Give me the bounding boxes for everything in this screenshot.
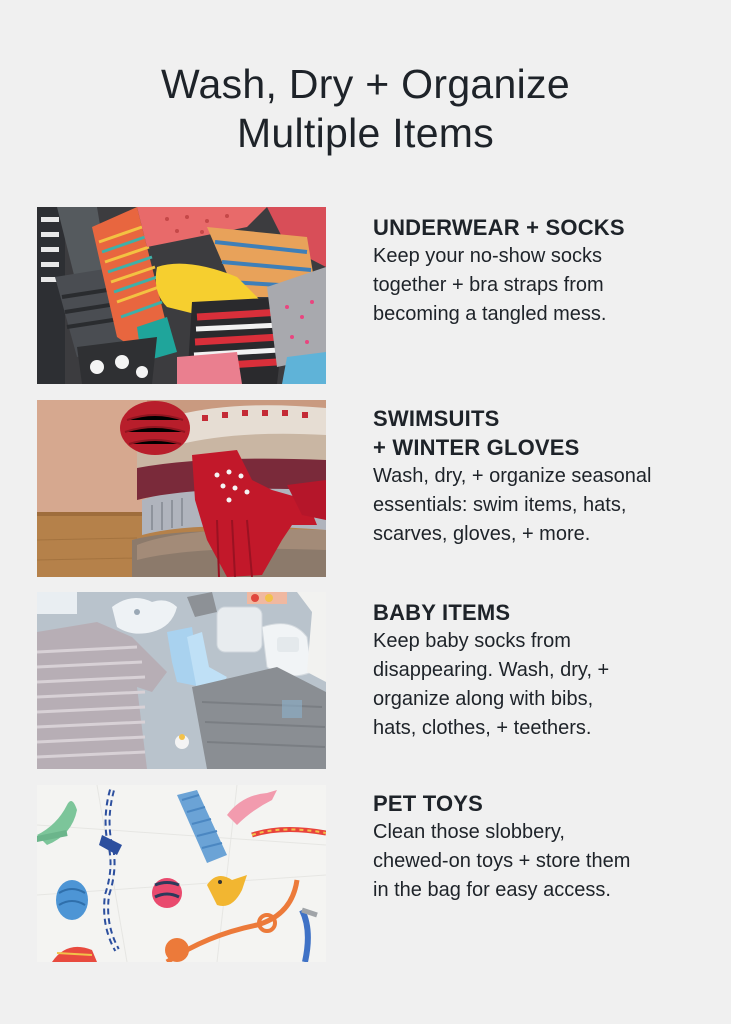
swimsuits-gloves-description xyxy=(373,462,713,549)
underwear-socks-heading xyxy=(373,213,713,242)
baby-items-description xyxy=(373,627,713,743)
page-title-line-1: Wash, Dry + Organize xyxy=(161,61,570,107)
heading-line: BABY ITEMS xyxy=(373,600,511,625)
baby-items-text xyxy=(373,598,713,743)
swimsuits-gloves-heading xyxy=(373,404,713,462)
description-line: Keep baby socks from xyxy=(373,630,571,652)
pet-toys-description xyxy=(373,818,713,905)
socks-photo xyxy=(37,207,326,384)
underwear-socks-description xyxy=(373,242,713,329)
description-line: Keep your no-show socks xyxy=(373,245,603,267)
description-line: becoming a tangled mess. xyxy=(373,303,607,325)
description-line: scarves, gloves, + more. xyxy=(373,523,591,545)
description-line: disappearing. Wash, dry, + xyxy=(373,659,610,681)
knitwear-photo xyxy=(37,400,326,577)
underwear-socks-text xyxy=(373,213,713,329)
heading-line: UNDERWEAR + SOCKS xyxy=(373,215,625,240)
description-line: Clean those slobbery, xyxy=(373,821,565,843)
baby-items-heading xyxy=(373,598,713,627)
heading-line: PET TOYS xyxy=(373,791,483,816)
description-line: chewed-on toys + store them xyxy=(373,850,631,872)
description-line: in the bag for easy access. xyxy=(373,879,611,901)
swimsuits-gloves-text xyxy=(373,404,713,549)
pet-toys-text xyxy=(373,789,713,905)
description-line: hats, clothes, + teethers. xyxy=(373,717,592,739)
page-title-line-2: Multiple Items xyxy=(236,110,495,156)
description-line: Wash, dry, + organize seasonal xyxy=(373,465,652,487)
heading-line: SWIMSUITS xyxy=(373,406,500,431)
pet-toys-photo xyxy=(37,785,326,962)
description-line: together + bra straps from xyxy=(373,274,604,296)
page-title xyxy=(0,60,731,158)
description-line: organize along with bibs, xyxy=(373,688,594,710)
description-line: essentials: swim items, hats, xyxy=(373,494,627,516)
baby-items-photo xyxy=(37,592,326,769)
pet-toys-heading xyxy=(373,789,713,818)
heading-line: + WINTER GLOVES xyxy=(373,435,580,460)
